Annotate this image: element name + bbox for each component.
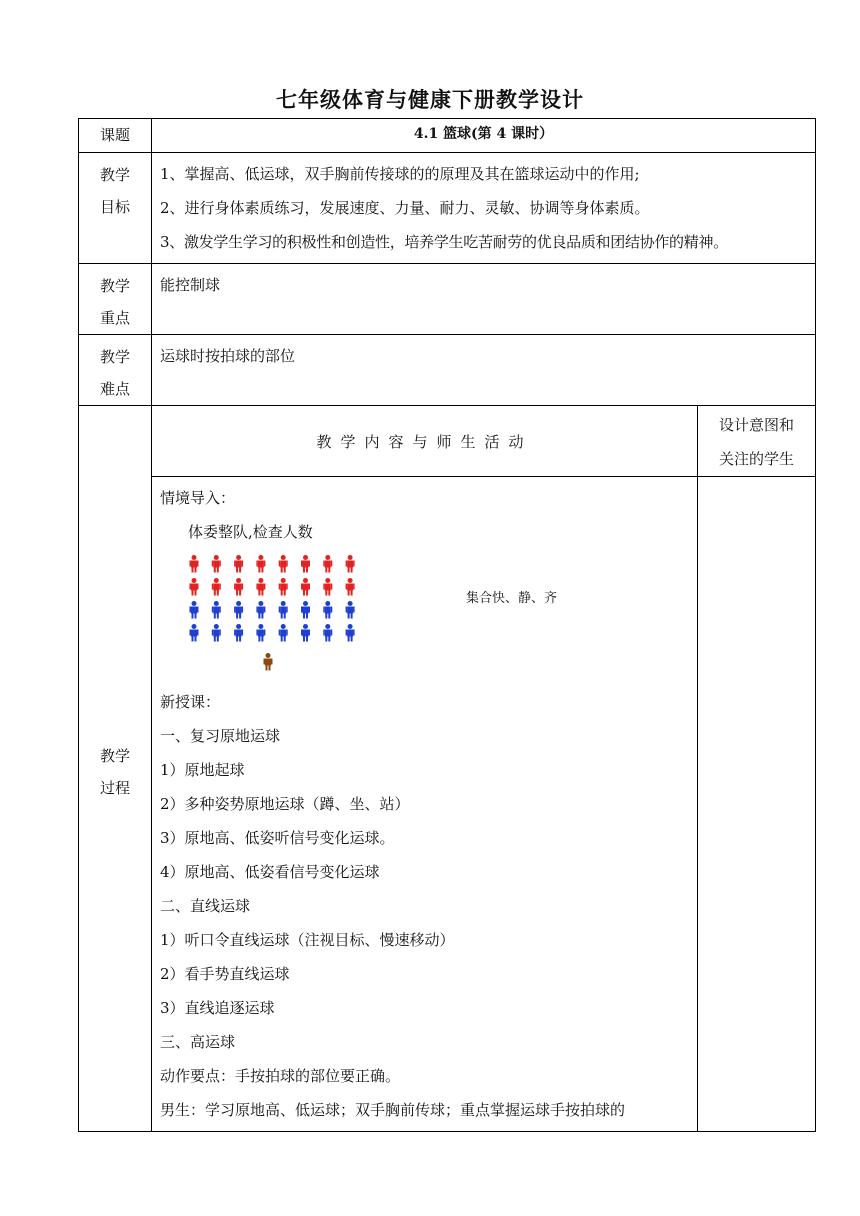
student-red-figure [234, 555, 243, 573]
topic-label: 课题 [79, 119, 152, 153]
process-body-row [79, 477, 816, 1132]
goals-row [79, 153, 816, 264]
teacher-figure [264, 653, 273, 671]
student-red-figure [279, 578, 288, 596]
difficulty-label-line: 难点 [99, 380, 130, 398]
student-red-figure [301, 555, 310, 573]
process-step: 3）直线追逐运球 [160, 999, 275, 1017]
key-label-line: 重点 [99, 309, 130, 327]
student-blue-figure [234, 624, 243, 642]
student-blue-figure [323, 601, 332, 619]
student-blue-figure [279, 601, 288, 619]
formation-figure [160, 553, 689, 685]
student-blue-figure [301, 601, 310, 619]
student-red-figure [256, 555, 265, 573]
intro-line: 体委整队,检查人数 [188, 523, 313, 541]
goals-label-line: 目标 [99, 198, 130, 216]
formation-diagram [188, 553, 388, 683]
key-row [79, 264, 816, 335]
topic-value: 4.1 篮球(第 4 课时） [152, 119, 816, 153]
student-red-figure [346, 578, 355, 596]
goals-label [79, 153, 152, 264]
student-blue-figure [256, 601, 265, 619]
student-red-figure [234, 578, 243, 596]
student-blue-figure [279, 624, 288, 642]
process-step: 三、高运球 [160, 1033, 236, 1051]
process-step: 一、复习原地运球 [160, 727, 281, 745]
process-content [152, 477, 698, 1132]
process-label-line: 过程 [99, 778, 130, 797]
design-header-line: 关注的学生 [718, 450, 794, 468]
student-red-figure [190, 555, 199, 573]
goal-item: 2、进行身体素质练习，发展速度、力量、耐力、灵敏、协调等身体素质。 [160, 199, 650, 217]
student-red-figure [279, 555, 288, 573]
difficulty-row [79, 335, 816, 406]
goal-item: 1、掌握高、低运球，双手胸前传接球的的原理及其在篮球运动中的作用; [160, 165, 640, 183]
key-label-line: 教学 [99, 277, 130, 295]
design-notes-cell [698, 477, 816, 1132]
student-blue-figure [346, 624, 355, 642]
process-step: 2）多种姿势原地运球（蹲、坐、站） [160, 795, 410, 813]
process-header-row [79, 406, 816, 477]
difficulty-value: 运球时按拍球的部位 [152, 335, 816, 406]
student-blue-figure [190, 601, 199, 619]
student-red-figure [323, 578, 332, 596]
student-blue-figure [346, 601, 355, 619]
process-step: 4）原地高、低姿看信号变化运球 [160, 863, 380, 881]
difficulty-label-line: 教学 [99, 348, 130, 366]
process-step: 二、直线运球 [160, 897, 251, 915]
key-value: 能控制球 [152, 264, 816, 335]
goal-item: 3、激发学生学习的积极性和创造性，培养学生吃苦耐劳的优良品质和团结协作的精神。 [160, 233, 728, 251]
student-blue-figure [301, 624, 310, 642]
student-blue-figure [234, 601, 243, 619]
process-step: 1）听口令直线运球（注视目标、慢速移动） [160, 931, 455, 949]
process-step: 2）看手势直线运球 [160, 965, 290, 983]
student-red-figure [190, 578, 199, 596]
design-header-line: 设计意图和 [718, 416, 794, 434]
process-header: 教学内容与师生活动 [152, 406, 698, 477]
student-blue-figure [190, 624, 199, 642]
formation-note: 集合快、静、齐 [466, 591, 558, 606]
design-header [698, 406, 816, 477]
student-blue-figure [212, 624, 221, 642]
topic-row [79, 119, 816, 153]
student-blue-figure [323, 624, 332, 642]
process-step: 1）原地起球 [160, 761, 245, 779]
student-blue-figure [212, 601, 221, 619]
lesson-plan-table [78, 118, 816, 1132]
student-blue-figure [256, 624, 265, 642]
student-red-figure [212, 555, 221, 573]
student-red-figure [212, 578, 221, 596]
key-label [79, 264, 152, 335]
student-red-figure [346, 555, 355, 573]
student-red-figure [301, 578, 310, 596]
document-title: 七年级体育与健康下册教学设计 [276, 87, 584, 112]
process-label-line: 教学 [99, 746, 130, 765]
process-step: 男生：学习原地高、低运球；双手胸前传球；重点掌握运球手按拍球的 [160, 1101, 626, 1119]
process-step: 新授课： [160, 693, 221, 711]
difficulty-label [79, 335, 152, 406]
student-red-figure [256, 578, 265, 596]
process-step: 动作要点：手按拍球的部位要正确。 [160, 1067, 401, 1085]
student-red-figure [323, 555, 332, 573]
process-label [79, 406, 152, 1132]
process-steps [160, 685, 689, 1127]
goals-content [152, 153, 816, 264]
goals-label-line: 教学 [99, 166, 130, 184]
intro-title: 情境导入： [160, 489, 236, 507]
process-step: 3）原地高、低姿听信号变化运球。 [160, 829, 395, 847]
